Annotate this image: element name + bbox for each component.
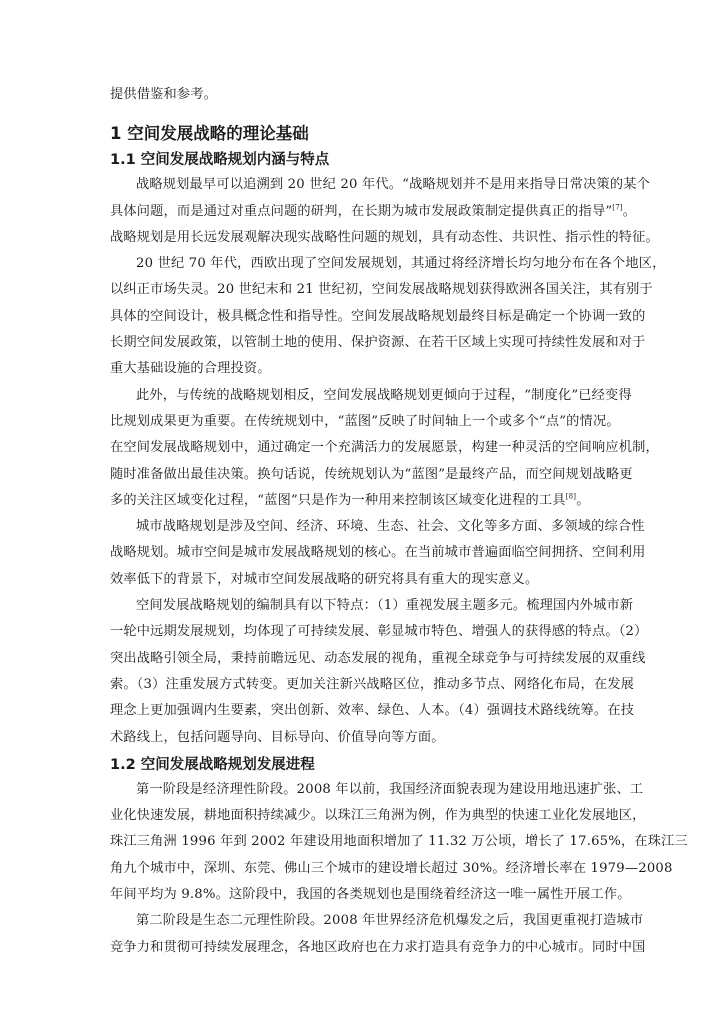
section-heading: 1 空间发展战略的理论基础	[110, 124, 309, 144]
text-line: 业化快速发展，耕地面积持续减少。以珠江三角洲为例，作为典型的快速工业化发展地区，	[110, 808, 646, 824]
text-line: 年间平均为 9.8%。这阶段中，我国的各类规划也是围绕着经济这一唯一属性开展工作。	[110, 887, 631, 903]
paragraph	[110, 172, 659, 251]
text-line: 提供借鉴和参考。	[110, 87, 218, 102]
text-line: 第一阶段是经济理性阶段。2008 年以前，我国经济面貌表现为建设用地迅速扩张、工	[136, 781, 644, 797]
text-line: 具体问题，而是通过对重点问题的研判，在长期为城市发展政策制定提供真正的指导”[7]。	[110, 203, 637, 219]
text-line: 竞争力和贯彻可持续发展理念，各地区政府也在力求打造具有竞争力的中心城市。同时中国	[110, 939, 646, 955]
text-line: 空间发展战略规划的编制具有以下特点：（1）重视发展主题多元。梳理国内外城市新	[136, 598, 634, 614]
paragraph	[110, 777, 688, 908]
text-line: 20 世纪 70 年代，西欧出现了空间发展规划，其通过将经济增长均匀地分布在各个地区，	[136, 256, 666, 272]
document-page	[110, 82, 688, 961]
text-line: 术路线上，包括问题导向、目标导向、价值导向等方面。	[110, 729, 445, 745]
paragraph	[110, 514, 646, 593]
subsection-heading: 1.1 空间发展战略规划内涵与特点	[110, 152, 330, 169]
text-line: 珠江三角洲 1996 年到 2002 年建设用地面积增加了 11.32 万公顷，增长了 17.65%，在珠江三	[110, 834, 688, 850]
text-line: 城市战略规划是涉及空间、经济、环境、生态、社会、文化等多方面、多领域的综合性	[136, 519, 645, 535]
text-line: 以纠正市场失灵。20 世纪末和 21 世纪初，空间发展战略规划获得欧洲各国关注，其有别于	[110, 282, 653, 298]
text-line: 效率低下的背景下，对城市空间发展战略的研究将具有重大的现实意义。	[110, 571, 539, 587]
text-line: 比规划成果更为重要。在传统规划中，“蓝图”反映了时间轴上一个或多个“点”的情况。	[110, 413, 620, 429]
text-line: 此外，与传统的战略规划相反，空间发展战略规划更倾向于过程，“制度化”已经变得	[136, 387, 632, 403]
text-line: 重大基础设施的合理投资。	[110, 361, 271, 377]
text-line: 突出战略引领全局，秉持前瞻远见、动态发展的视角，重视全球竞争与可持续发展的双重线	[110, 650, 646, 666]
paragraph	[110, 593, 648, 751]
text-line: 角九个城市中，深圳、东莞、佛山三个城市的建设增长超过 30%。经济增长率在 1979—2008	[110, 860, 673, 876]
text-line: 战略规划是用长远发展观解决现实战略性问题的规划，具有动态性、共识性、指示性的特征。	[110, 229, 659, 245]
text-line: 多的关注区域变化过程，“蓝图”只是作为一种用来控制该区域变化进程的工具[8]。	[110, 492, 590, 508]
citation-marker: [7]	[612, 203, 623, 212]
paragraph	[110, 908, 646, 961]
text-line: 战略规划。城市空间是城市发展战略规划的核心。在当前城市普遍面临空间拥挤、空间利用	[110, 545, 646, 561]
text-line: 一轮中远期发展规划，均体现了可持续发展、彰显城市特色、增强人的获得感的特点。（2）	[110, 624, 648, 640]
subsection-heading: 1.2 空间发展战略规划发展进程	[110, 756, 315, 773]
text-line: 索。（3）注重发展方式转变。更加关注新兴战略区位，推动多节点、网络化布局，在发展	[110, 676, 635, 692]
paragraph	[110, 251, 666, 382]
text-line: 在空间发展战略规划中，通过确定一个充满活力的发展愿景，构建一种灵活的空间响应机制，	[110, 440, 659, 456]
text-line: 第二阶段是生态二元理性阶段。2008 年世界经济危机爆发之后，我国更重视打造城市	[136, 913, 644, 929]
text-line: 随时准备做出最佳决策。换句话说，传统规划认为“蓝图”是最终产品，而空间规划战略更	[110, 466, 633, 482]
text-line: 理念上更加强调内生要素，突出创新、效率、绿色、人本。（4）强调技术路线统筹。在技	[110, 703, 635, 719]
paragraph	[110, 383, 659, 514]
text-line: 具体的空间设计，极具概念性和指导性。空间发展战略规划最终目标是确定一个协调一致的	[110, 308, 646, 324]
text-line: 长期空间发展政策，以管制土地的使用、保护资源、在若干区域上实现可持续性发展和对于	[110, 335, 646, 351]
citation-marker: [8]	[565, 492, 577, 501]
text-line: 战略规划最早可以追溯到 20 世纪 20 年代。“战略规划并不是用来指导日常决策的某个	[136, 177, 651, 193]
